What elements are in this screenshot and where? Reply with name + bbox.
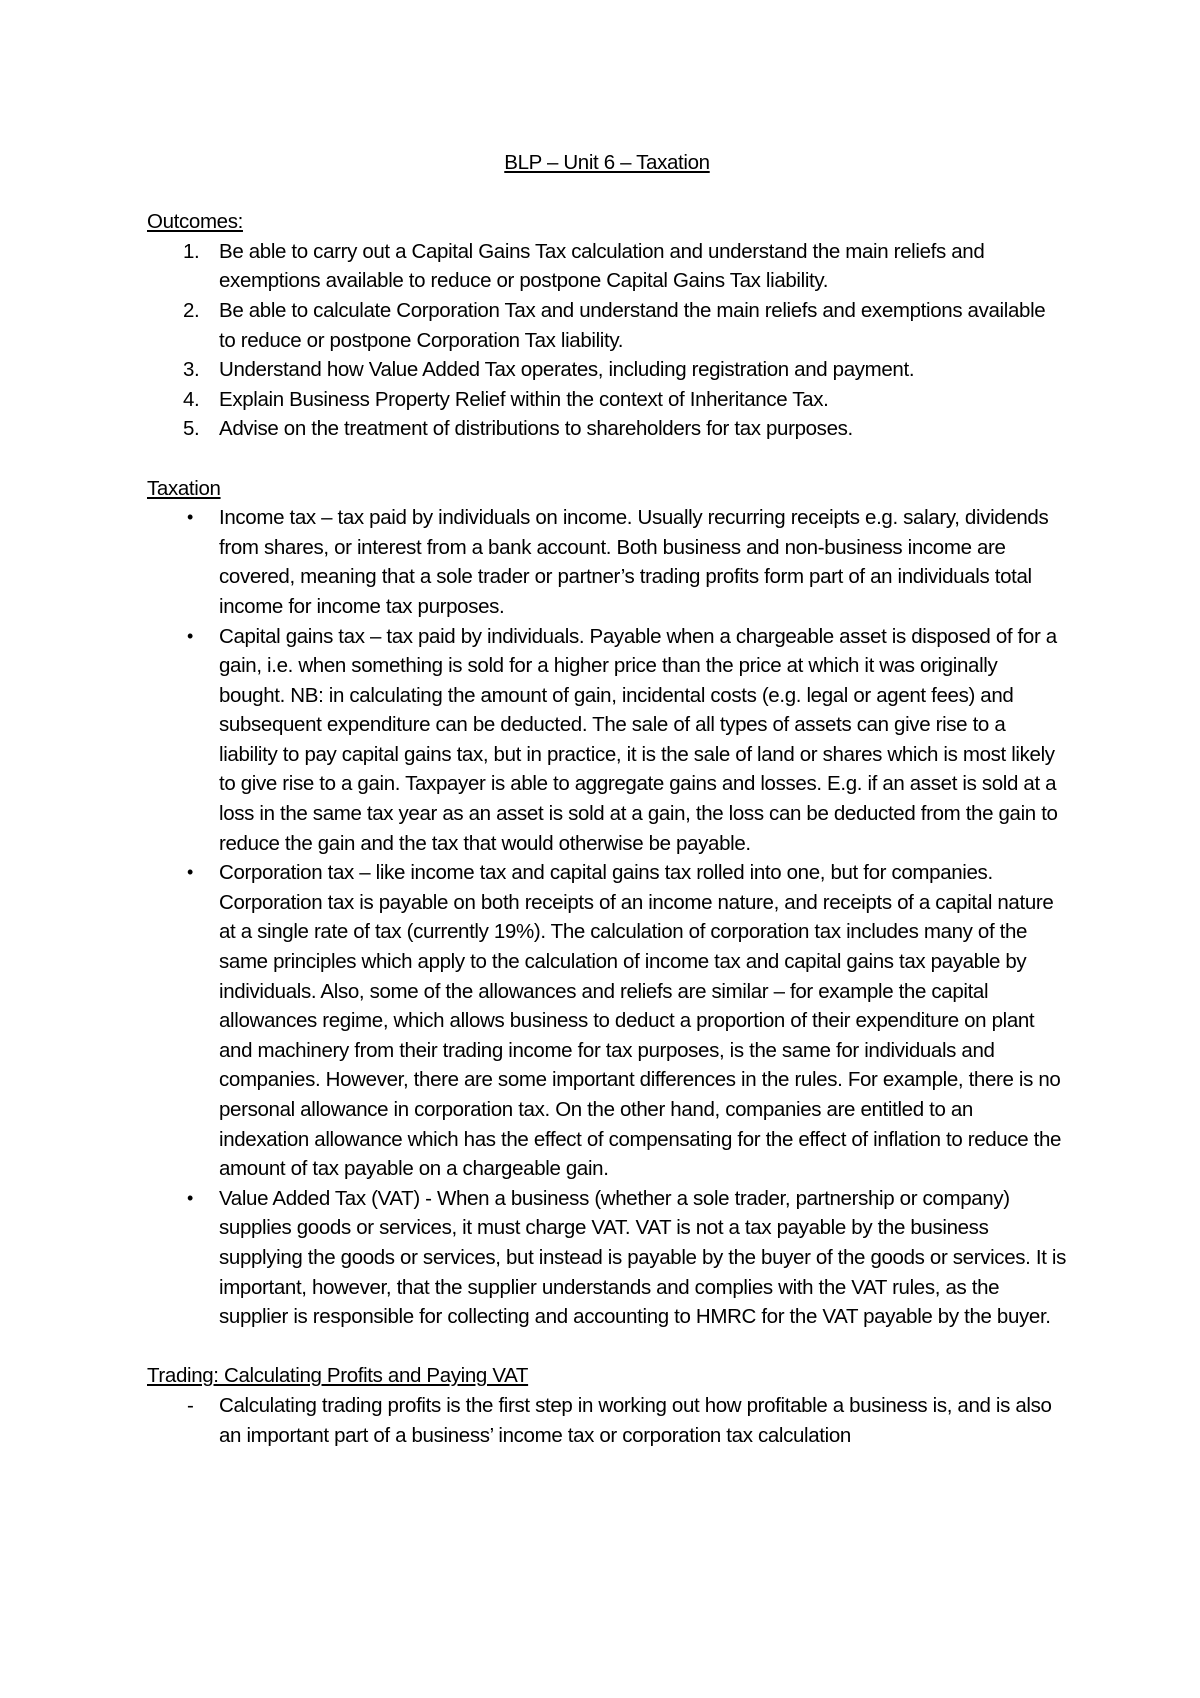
document-body <box>147 148 1067 1450</box>
taxation-item-text: Corporation tax – like income tax and capital gains tax rolled into one, but for companies. Corporation tax is payable on both receipts of an income nature, and receipts of a capital nature at a single rate of tax (currently 19%). The calculation of corporation tax includes many of the same principles which apply to the calculation of income tax and capital gains tax payable by individuals. Also, some of the allowances and reliefs are similar – for example the capital allowances regime, which allows business to deduct a proportion of their expenditure on plant and machinery from their trading income for tax purposes, is the same for individuals and companies. However, there are some important differences in the rules. For example, there is no personal allowance in corporation tax. On the other hand, companies are entitled to an indexation allowance which has the effect of compensating for the effect of inflation to reduce the amount of tax payable on a chargeable gain. <box>219 861 1062 1181</box>
bullet-icon: • <box>187 862 193 883</box>
taxation-heading: Taxation <box>147 476 221 500</box>
outcome-item <box>147 237 1067 296</box>
taxation-item-text: Capital gains tax – tax paid by individuals. Payable when a chargeable asset is disposed of for a gain, i.e. when something is sold for a higher price than the price at which it was originally bought. NB: in calculating the amount of gain, incidental costs (e.g. legal or agent fees) and subsequent expenditure can be deducted. The sale of all types of assets can give rise to a liability to pay capital gains tax, but in practice, it is the sale of land or shares which is most likely to give rise to a gain. Taxpayer is able to aggregate gains and losses. E.g. if an asset is sold at a loss in the same tax year as an asset is sold at a gain, the loss can be deducted from the gain to reduce the gain and the tax that would otherwise be payable. <box>219 624 1058 855</box>
outcome-number: 1. <box>183 239 200 263</box>
outcome-item <box>147 414 1067 444</box>
outcome-item <box>147 296 1067 355</box>
outcome-item <box>147 355 1067 385</box>
dash-icon: - <box>187 1393 194 1417</box>
outcome-text: Advise on the treatment of distributions to shareholders for tax purposes. <box>219 417 853 441</box>
taxation-item-corporation-tax <box>147 858 1067 1184</box>
outcome-text: Be able to carry out a Capital Gains Tax calculation and understand the main reliefs and exemptions available to reduce or postpone Capital Gains Tax liability. <box>219 239 985 293</box>
bullet-icon: • <box>187 507 193 528</box>
trading-item <box>147 1391 1067 1450</box>
outcome-item <box>147 385 1067 415</box>
outcomes-heading: Outcomes: <box>147 210 243 234</box>
document-title: BLP – Unit 6 – Taxation <box>504 151 710 174</box>
outcome-text: Be able to calculate Corporation Tax and understand the main reliefs and exemptions available to reduce or postpone Corporation Tax liability. <box>219 298 1046 352</box>
outcome-number: 3. <box>183 358 200 382</box>
trading-heading: Trading: Calculating Profits and Paying VAT <box>147 1364 529 1388</box>
trading-item-text: Calculating trading profits is the first step in working out how profitable a business is, and is also an important part of a business’ income tax or corporation tax calculation <box>219 1393 1052 1447</box>
trading-list <box>147 1391 1067 1450</box>
bullet-icon: • <box>187 625 193 646</box>
taxation-item-income-tax <box>147 503 1067 621</box>
outcome-number: 4. <box>183 387 200 411</box>
outcome-text: Understand how Value Added Tax operates, including registration and payment. <box>219 358 915 382</box>
taxation-list <box>147 503 1067 1332</box>
taxation-item-text: Value Added Tax (VAT) - When a business (whether a sole trader, partnership or company) supplies goods or services, it must charge VAT. VAT is not a tax payable by the business supplying the goods or services, but instead is payable by the buyer of the goods or services. It is important, however, that the supplier understands and complies with the VAT rules, as the supplier is responsible for collecting and accounting to HMRC for the VAT payable by the buyer. <box>219 1186 1066 1329</box>
taxation-item-text: Income tax – tax paid by individuals on income. Usually recurring receipts e.g. salary, dividends from shares, or interest from a bank account. Both business and non-business income are covered, meaning that a sole trader or partner’s trading profits form part of an individuals total income for income tax purposes. <box>219 506 1049 618</box>
outcome-number: 2. <box>183 298 200 322</box>
section-spacer <box>147 1332 1067 1362</box>
outcome-text: Explain Business Property Relief within the context of Inheritance Tax. <box>219 387 829 411</box>
outcome-number: 5. <box>183 417 200 441</box>
outcomes-list <box>147 237 1067 444</box>
taxation-item-capital-gains-tax <box>147 622 1067 859</box>
section-spacer <box>147 444 1067 474</box>
taxation-item-vat <box>147 1184 1067 1332</box>
bullet-icon: • <box>187 1187 193 1208</box>
